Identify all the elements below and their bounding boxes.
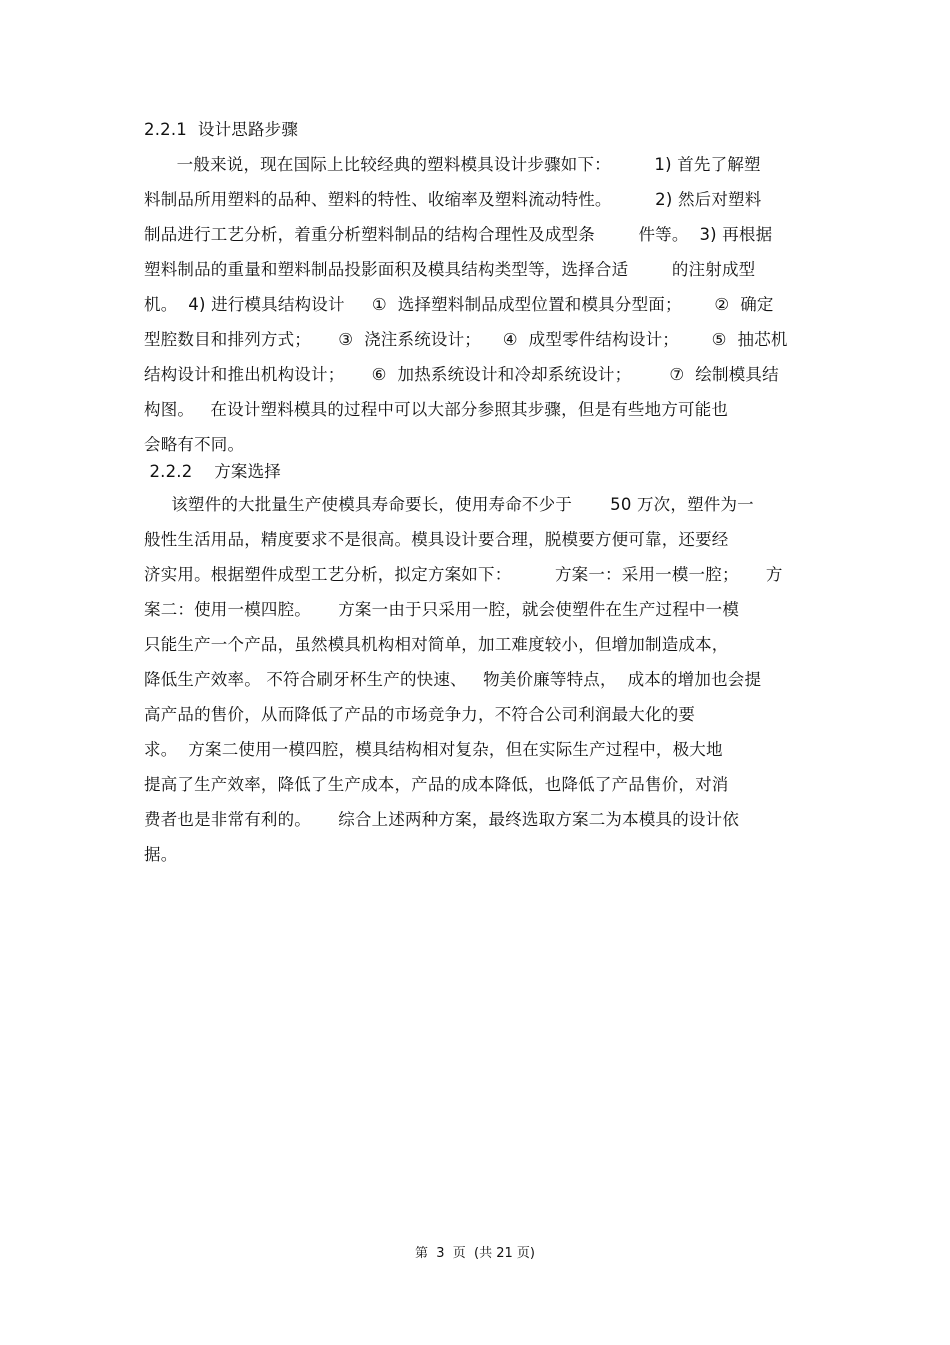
paragraph-line: 据。: [144, 845, 178, 864]
paragraph-line: 求。 方案二使用一模四腔，模具结构相对复杂，但在实际生产过程中，极大地: [144, 740, 723, 759]
paragraph-line: 料制品所用塑料的品种、塑料的特性、收缩率及塑料流动特性。 2) 然后对塑料: [144, 190, 762, 209]
paragraph-line: 结构设计和推出机构设计； ⑥ 加热系统设计和冷却系统设计； ⑦ 绘制模具结: [144, 365, 779, 384]
paragraph-line: 高产品的售价，从而降低了产品的市场竞争力，不符合公司利润最大化的要: [144, 705, 696, 724]
paragraph-line: 机。 4) 进行模具结构设计 ① 选择塑料制品成型位置和模具分型面； ② 确定: [144, 295, 774, 314]
paragraph-line: 提高了生产效率，降低了生产成本，产品的成本降低，也降低了产品售价，对消: [144, 775, 729, 794]
paragraph-line: 一般来说，现在国际上比较经典的塑料模具设计步骤如下： 1) 首先了解塑: [144, 155, 761, 174]
page-footer: 第 3 页 (共 21 页): [414, 1246, 535, 1261]
paragraph-line: 只能生产一个产品，虽然模具机构相对简单，加工难度较小，但增加制造成本，: [144, 635, 729, 654]
section-heading-2-2-2: 2.2.2 方案选择: [144, 462, 282, 481]
paragraph-line: 案二：使用一模四腔。 方案一由于只采用一腔，就会使塑件在生产过程中一模: [144, 600, 740, 619]
paragraph-line: 降低生产效率。 不符合刷牙杯生产的快速、 物美价廉等特点， 成本的增加也会提: [144, 670, 762, 689]
paragraph-line: 塑料制品的重量和塑料制品投影面积及模具结构类型等，选择合适 的注射成型: [144, 260, 756, 279]
paragraph-line: 济实用。根据塑件成型工艺分析，拟定方案如下： 方案一：采用一模一腔； 方: [144, 565, 783, 584]
paragraph-line: 构图。 在设计塑料模具的过程中可以大部分参照其步骤，但是有些地方可能也: [144, 400, 729, 419]
paragraph-line: 会略有不同。: [144, 435, 245, 454]
paragraph-line: 制品进行工艺分析，着重分析塑料制品的结构合理性及成型条 件等。 3) 再根据: [144, 225, 773, 244]
paragraph-line: 型腔数目和排列方式； ③ 浇注系统设计； ④ 成型零件结构设计； ⑤ 抽芯机: [144, 330, 788, 349]
paragraph-line: 该塑件的大批量生产使模具寿命要长，使用寿命不少于 50 万次，塑件为一: [144, 495, 754, 514]
paragraph-line: 费者也是非常有利的。 综合上述两种方案，最终选取方案二为本模具的设计依: [144, 810, 740, 829]
section-heading-2-2-1: 2.2.1 设计思路步骤: [144, 120, 299, 139]
paragraph-line: 般性生活用品，精度要求不是很高。模具设计要合理，脱模要方便可靠，还要经: [144, 530, 729, 549]
